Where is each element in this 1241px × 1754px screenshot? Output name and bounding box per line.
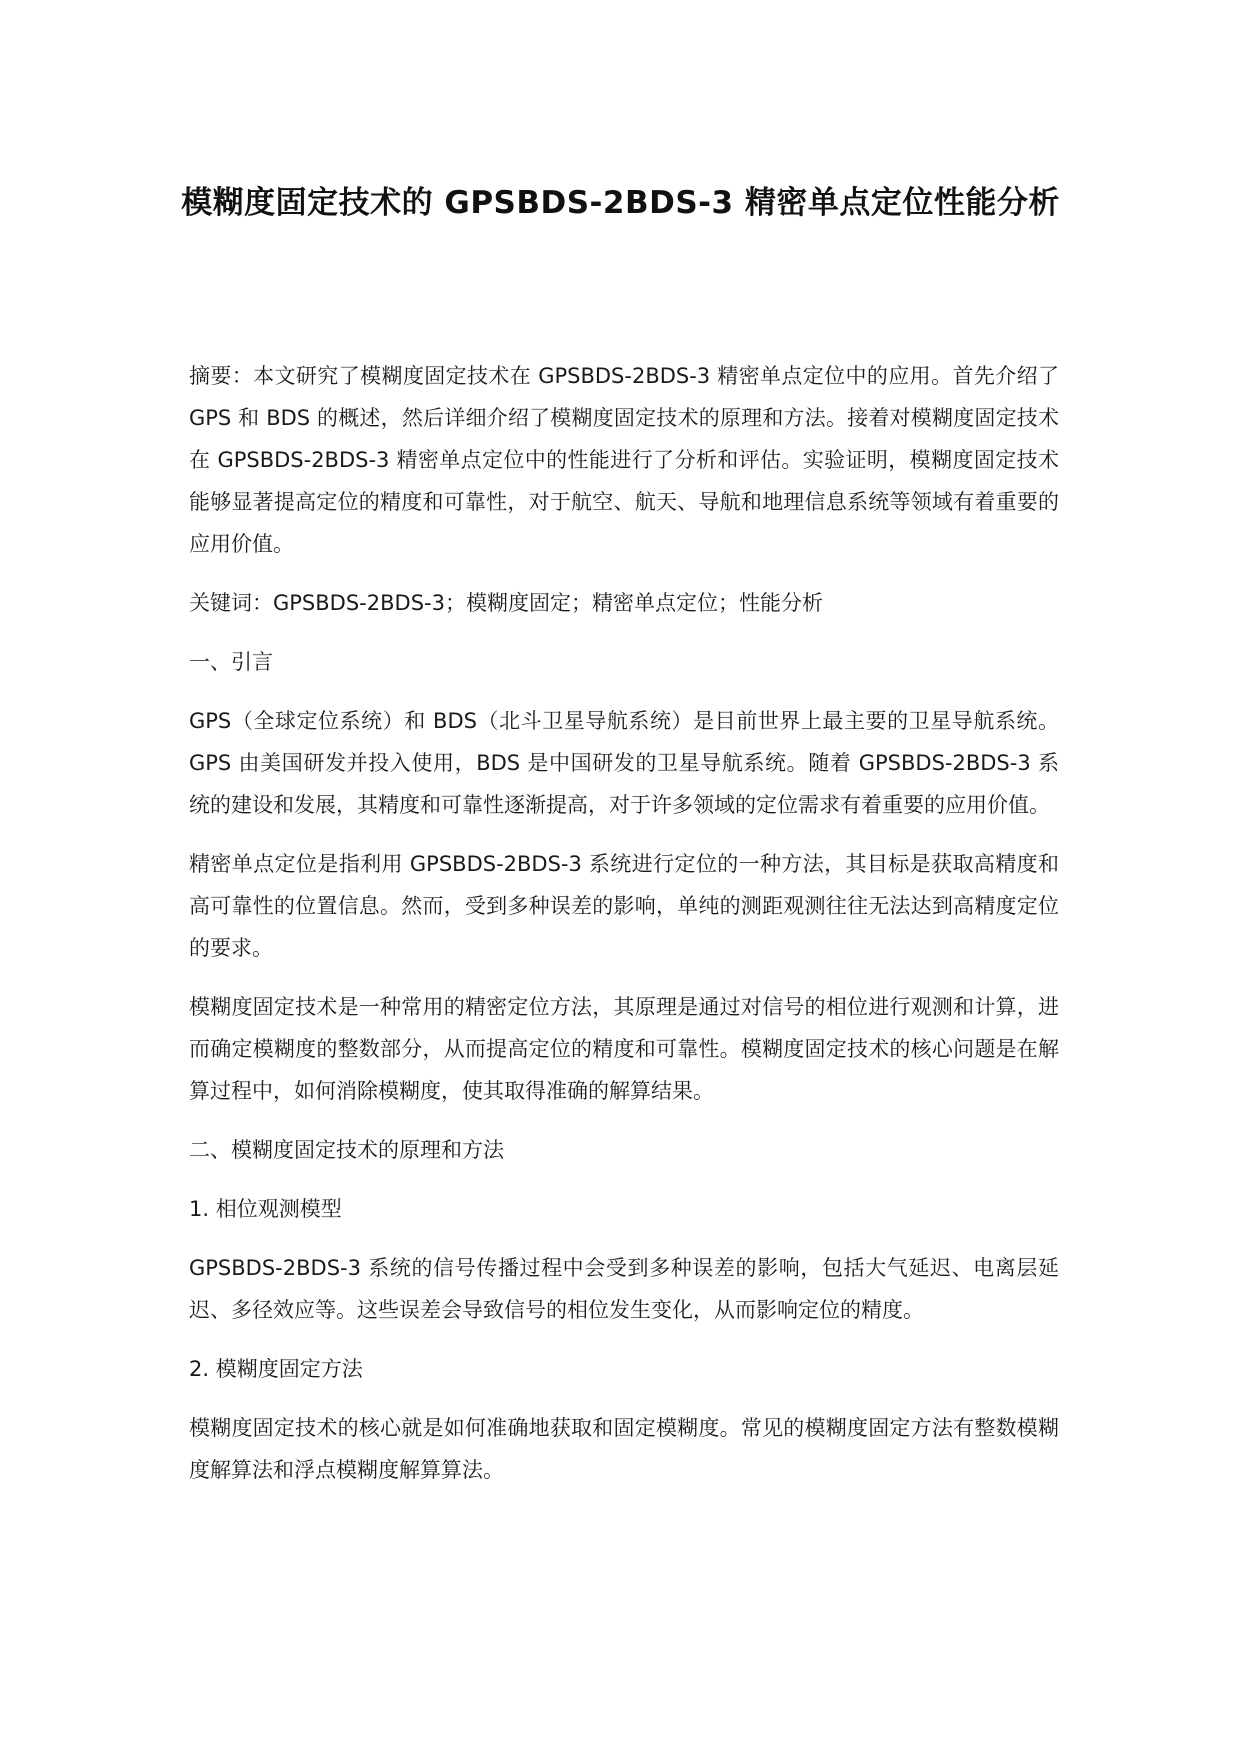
fixing-methods-paragraph: 模糊度固定技术的核心就是如何准确地获取和固定模糊度。常见的模糊度固定方法有整数模糊度解算法和浮点模糊度解算算法。 (189, 1416, 1059, 1482)
abstract-paragraph: 摘要：本文研究了模糊度固定技术在 GPSBDS-2BDS-3 精密单点定位中的应用。首先介绍了 GPS 和 BDS 的概述，然后详细介绍了模糊度固定技术的原理和方法。接着对模糊度固定技术在 GPSBDS-2BDS-3 精密单点定位中的性能进行了分析和评估。实验证明，模糊度固定技术能够显著提高定位的精度和可靠性，对于航空、航天、导航和地理信息系统等领域有着重要的应用价值。 (189, 364, 1059, 556)
section-heading-introduction: 一、引言 (189, 650, 273, 674)
subsection-heading-phase-model: 1. 相位观测模型 (189, 1197, 342, 1221)
subsection-heading-fixing-methods: 2. 模糊度固定方法 (189, 1357, 363, 1381)
document-title: 模糊度固定技术的 GPSBDS-2BDS-3 精密单点定位性能分析 (181, 185, 1060, 221)
intro-paragraph-2: 精密单点定位是指利用 GPSBDS-2BDS-3 系统进行定位的一种方法，其目标是获取高精度和高可靠性的位置信息。然而，受到多种误差的影响，单纯的测距观测往往无法达到高精度定位的要求。 (189, 852, 1059, 960)
document-body (189, 355, 1059, 1508)
section-heading-principles: 二、模糊度固定技术的原理和方法 (189, 1138, 504, 1162)
keywords-line: 关键词：GPSBDS-2BDS-3；模糊度固定；精密单点定位；性能分析 (189, 591, 823, 615)
intro-paragraph-1: GPS（全球定位系统）和 BDS（北斗卫星导航系统）是目前世界上最主要的卫星导航系统。GPS 由美国研发并投入使用，BDS 是中国研发的卫星导航系统。随着 GPSBDS-2BDS-3 系统的建设和发展，其精度和可靠性逐渐提高，对于许多领域的定位需求有着重要的应用价值。 (189, 709, 1059, 817)
phase-model-paragraph: GPSBDS-2BDS-3 系统的信号传播过程中会受到多种误差的影响，包括大气延迟、电离层延迟、多径效应等。这些误差会导致信号的相位发生变化，从而影响定位的精度。 (189, 1256, 1059, 1322)
intro-paragraph-3: 模糊度固定技术是一种常用的精密定位方法，其原理是通过对信号的相位进行观测和计算，进而确定模糊度的整数部分，从而提高定位的精度和可靠性。模糊度固定技术的核心问题是在解算过程中，如何消除模糊度，使其取得准确的解算结果。 (189, 995, 1059, 1103)
